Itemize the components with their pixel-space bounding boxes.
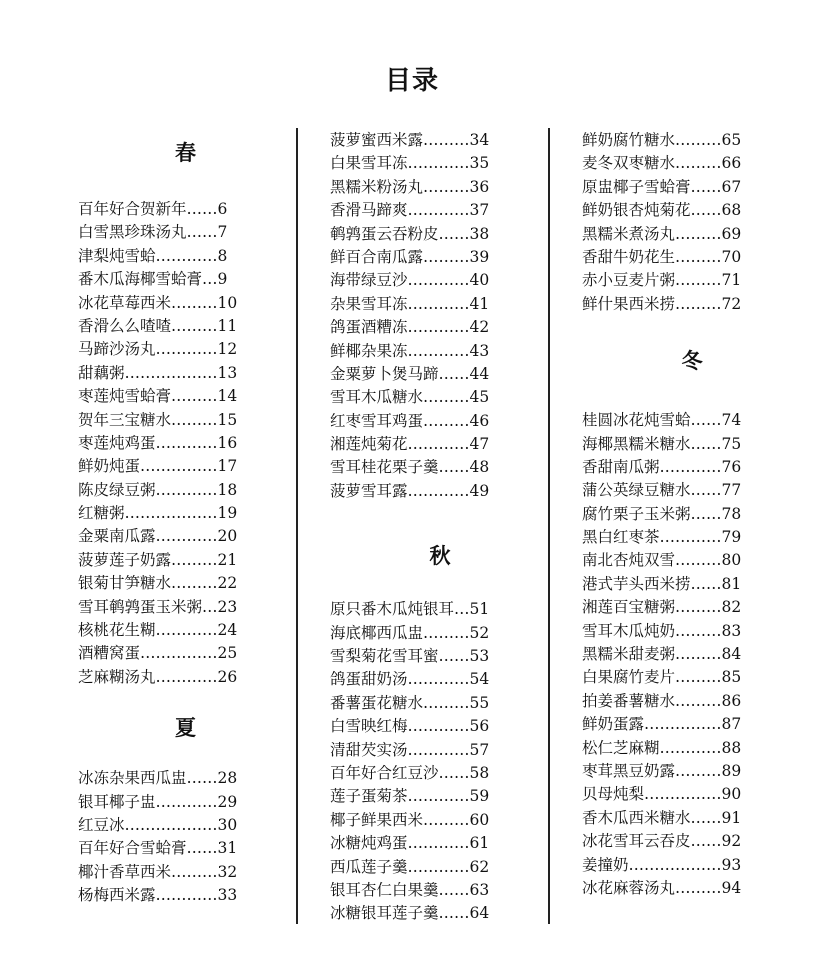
toc-entry: 杨梅西米露…………33 [78,886,238,905]
toc-entry: 腐竹栗子玉米粥……78 [582,504,742,523]
section-heading-spring: 春 [175,141,196,165]
toc-entry: 百年好合红豆沙……58 [330,763,490,782]
toc-entry: 清甜芡实汤…………57 [330,740,490,759]
toc-entry: 菠萝雪耳露…………49 [330,481,490,500]
toc-entry: 菠萝莲子奶露………21 [78,550,238,569]
toc-entry: 鲜椰杂果冻…………43 [330,341,490,360]
section-heading-autumn: 秋 [429,544,451,569]
toc-entry: 鲜奶蛋露……………87 [582,715,742,734]
toc-entry: 雪耳木瓜炖奶………83 [582,621,742,640]
toc-entry: 香木瓜西米糖水……91 [582,808,742,827]
toc-entry: 黑白红枣茶…………79 [582,528,742,547]
toc-entry: 冰冻杂果西瓜盅……28 [78,769,238,788]
toc-entry: 拍姜番薯糖水………86 [582,691,742,710]
toc-entry: 海底椰西瓜盅………52 [330,623,490,642]
toc-entry: 甜藕粥………………13 [78,363,238,382]
toc-entry: 枣莲炖鸡蛋…………16 [78,433,238,452]
toc-entry: 黑糯米粉汤丸………36 [330,177,490,196]
toc-entry: 麦冬双枣糖水………66 [582,154,742,173]
toc-entry: 陈皮绿豆粥…………18 [78,480,238,499]
toc-entry: 金粟萝卜煲马蹄……44 [330,364,490,383]
toc-entry: 津梨炖雪蛤…………8 [78,246,228,265]
toc-entry: 湘莲炖菊花…………47 [330,435,490,454]
toc-entry: 枣茸黑豆奶露………89 [582,761,742,780]
toc-entry: 西瓜莲子羹…………62 [330,857,490,876]
toc-entry: 原盅椰子雪蛤膏……67 [582,177,742,196]
toc-entry: 鸽蛋酒糟冻…………42 [330,318,490,337]
toc-entry: 海椰黑糯米糖水……75 [582,434,742,453]
toc-entry: 鲜奶腐竹糖水………65 [582,131,742,149]
toc-entry: 鲜奶银杏炖菊花……68 [582,201,742,220]
toc-entry: 海带绿豆沙…………40 [330,271,490,290]
toc-entry: 杂果雪耳冻…………41 [330,294,490,313]
column-divider-left [296,128,298,924]
toc-entry: 酒糟窝蛋……………25 [78,644,238,663]
toc-entry: 贺年三宝糖水………15 [78,410,238,429]
column-2 [330,129,545,926]
toc-entry: 椰子鲜果西米………60 [330,810,490,829]
toc-entry: 湘莲百宝糖粥………82 [582,598,742,617]
summer-entries [78,767,293,907]
toc-entry: 银菊甘笋糖水………22 [78,574,238,593]
toc-entry: 银耳杏仁白果羹……63 [330,880,490,899]
toc-entry: 番薯蛋花糖水………55 [330,693,490,712]
toc-entry: 红豆冰………………30 [78,815,238,834]
toc-entry: 南北杏炖双雪………80 [582,551,742,570]
autumn-entries [330,598,545,925]
section-heading-winter: 冬 [681,349,703,374]
toc-entry: 蒲公英绿豆糖水……77 [582,481,742,500]
toc-entry: 核桃花生糊…………24 [78,621,238,640]
column-1 [78,136,293,908]
toc-entry: 冰花雪耳云吞皮……92 [582,832,742,851]
toc-entry: 姜撞奶………………93 [582,855,742,874]
toc-entry: 鸽蛋甜奶汤…………54 [330,670,490,689]
toc-entry: 松仁芝麻糊…………88 [582,738,742,757]
summer-continued-entries [330,129,545,503]
toc-entry: 菠萝蜜西米露………34 [330,131,490,149]
toc-entry: 百年好合雪蛤膏……31 [78,839,238,858]
toc-entry: 白雪映红梅…………56 [330,717,490,736]
toc-entry: 雪耳桂花栗子羹……48 [330,458,490,477]
toc-entry: 白果腐竹麦片………85 [582,668,742,687]
toc-entry: 冰花麻蓉汤丸………94 [582,878,742,897]
toc-entry: 金粟南瓜露…………20 [78,527,238,546]
toc-entry: 港式芋头西米捞……81 [582,574,742,593]
toc-entry: 赤小豆麦片粥………71 [582,271,742,290]
toc-entry: 原只番木瓜炖银耳…51 [330,600,490,619]
toc-entry: 鹌鹑蛋云吞粉皮……38 [330,224,490,243]
toc-entry: 黑糯米甜麦粥………84 [582,645,742,664]
toc-entry: 红枣雪耳鸡蛋………46 [330,411,490,430]
toc-entry: 贝母炖梨……………90 [582,785,742,804]
toc-entry: 香甜南瓜粥…………76 [582,457,742,476]
toc-entry: 冰糖炖鸡蛋…………61 [330,834,490,853]
winter-entries [582,409,802,900]
toc-entry: 冰糖银耳莲子羹……64 [330,904,490,923]
toc-entry: 雪耳鹌鹑蛋玉米粥…23 [78,597,238,616]
spring-entries [78,198,293,689]
toc-entry: 番木瓜海椰雪蛤膏…9 [78,270,228,289]
toc-entry: 桂圆冰花炖雪蛤……74 [582,411,742,430]
toc-entry: 银耳椰子盅…………29 [78,792,238,811]
toc-entry: 鲜奶炖蛋……………17 [78,457,238,476]
toc-entry: 黑糯米煮汤丸………69 [582,224,742,243]
column-divider-right [548,128,550,924]
toc-entry: 百年好合贺新年……6 [78,200,228,218]
column-3 [582,129,802,900]
autumn-continued-entries [582,129,802,316]
toc-entry: 莲子蛋菊茶…………59 [330,787,490,806]
toc-entry: 香滑么么喳喳………11 [78,316,238,335]
toc-entry: 香滑马蹄爽…………37 [330,201,490,220]
toc-entry: 冰花草莓西米………10 [78,293,238,312]
toc-entry: 雪梨菊花雪耳蜜……53 [330,647,490,666]
toc-entry: 白果雪耳冻…………35 [330,154,490,173]
toc-entry: 椰汁香草西米………32 [78,862,238,881]
toc-entry: 香甜牛奶花生………70 [582,247,742,266]
toc-entry: 红糖粥………………19 [78,504,238,523]
toc-entry: 鲜什果西米捞………72 [582,294,742,313]
page-title: 目录 [384,66,439,96]
section-heading-summer: 夏 [175,716,196,741]
toc-entry: 鲜百合南瓜露………39 [330,247,490,266]
toc-entry: 芝麻糊汤丸…………26 [78,667,238,686]
toc-entry: 白雪黑珍珠汤丸……7 [78,223,228,242]
toc-entry: 雪耳木瓜糖水………45 [330,388,490,407]
toc-entry: 枣莲炖雪蛤膏………14 [78,387,238,406]
toc-entry: 马蹄沙汤丸…………12 [78,340,238,359]
